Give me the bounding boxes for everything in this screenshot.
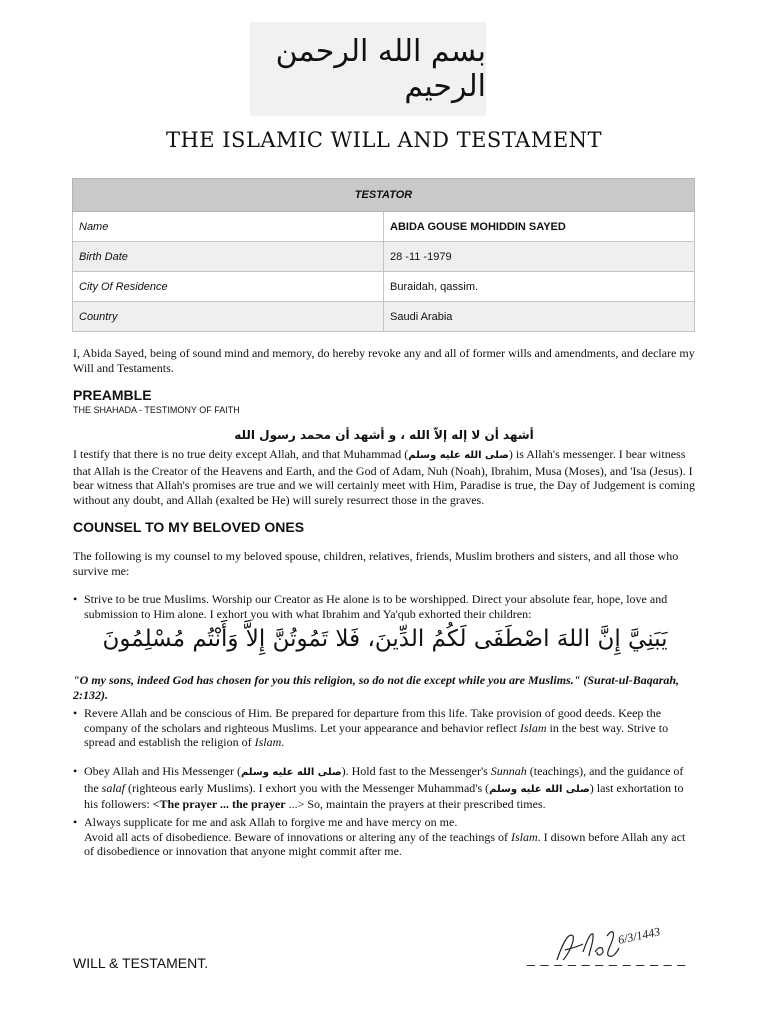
table-row bbox=[73, 242, 695, 272]
table-row bbox=[73, 272, 695, 302]
bullet-dot: • bbox=[73, 764, 78, 778]
islam-term: Islam bbox=[510, 829, 538, 844]
country-label: Country bbox=[73, 302, 384, 332]
basmala-calligraphy bbox=[250, 22, 486, 116]
islam-term: Islam bbox=[519, 720, 547, 735]
list-item bbox=[73, 706, 693, 750]
counsel-heading: COUNSEL TO MY BELOVED ONES bbox=[73, 519, 305, 535]
birth-date-label: Birth Date bbox=[73, 242, 384, 272]
document-title: THE ISLAMIC WILL AND TESTAMENT bbox=[165, 128, 603, 152]
islam-term: Islam bbox=[254, 735, 282, 749]
bullet-text: Strive to be true Muslims. Worship our Creator as He alone is to be worshipped. Direct your absolute fear, hope, love and submission to Him alone. I exhort you with what Ibrahim and Ya'qub exhorted their children: bbox=[84, 592, 668, 621]
table-row bbox=[73, 212, 695, 242]
salawat-arabic: صلى الله عليه وسلم bbox=[240, 767, 342, 778]
bullet-text: (righteous early Muslims). I exhort you with the Messenger Muhammad's ( bbox=[125, 780, 490, 795]
signature-line: _ _ _ _ _ _ _ _ _ _ _ _ bbox=[527, 950, 687, 966]
testator-table bbox=[72, 178, 695, 332]
city-value: Buraidah, qassim. bbox=[384, 272, 695, 302]
bullet-dot: • bbox=[73, 706, 78, 720]
bullet-text: ) last exhortation to his followers: bbox=[84, 780, 684, 811]
prayer-quote: <The prayer ... the prayer bbox=[152, 797, 286, 811]
bullet-text: (teachings), and the guidance of the bbox=[84, 764, 684, 795]
signature-date: 6/3/1443 bbox=[616, 924, 662, 947]
salawat-arabic: صلى الله عليه وسلم bbox=[489, 783, 590, 795]
country-value: Saudi Arabia bbox=[384, 302, 695, 332]
counsel-intro: The following is my counsel to my beloved spouse, children, relatives, friends, Muslim brothers and sisters, and all those who survive me: bbox=[73, 549, 679, 578]
list-item bbox=[73, 592, 693, 621]
list-item bbox=[73, 815, 693, 859]
preamble-subheading: THE SHAHADA - TESTIMONY OF FAITH bbox=[73, 405, 240, 415]
footer-label: WILL & TESTAMENT. bbox=[73, 955, 209, 971]
shahada-text-1: I testify that there is no true deity except Allah, and that Muhammad ( bbox=[73, 447, 409, 461]
name-value: ABIDA GOUSE MOHIDDIN SAYED bbox=[384, 212, 695, 242]
bullet-text: Always supplicate for me and ask Allah to forgive me and have mercy on me. bbox=[84, 815, 458, 829]
verse-translation: "O my sons, indeed God has chosen for you this religion, so do not die except while you are Muslims." (Surat-ul-Baqarah, 2:132). bbox=[73, 673, 680, 702]
bullet-text: . I disown before Allah any act of disobedience or innovation that anyone might commit after me. bbox=[84, 829, 686, 858]
bullet-text: Obey Allah and His Messenger ( bbox=[84, 764, 241, 778]
bullet-text: . bbox=[281, 735, 285, 749]
birth-date-value: 28 -11 -1979 bbox=[384, 242, 695, 272]
name-label: Name bbox=[73, 212, 384, 242]
bullet-text: ). Hold fast to the Messenger's bbox=[341, 764, 491, 778]
testator-heading: TESTATOR bbox=[73, 179, 695, 212]
shahada-arabic: أشهد أن لا إله إلاّ الله ، و أشهد أن محمد رسول الله bbox=[234, 428, 534, 442]
bullet-dot: • bbox=[73, 815, 78, 829]
table-row bbox=[73, 302, 695, 332]
bullet-text: in the best way. Strive to spread and establish the religion of bbox=[84, 720, 669, 749]
city-label: City Of Residence bbox=[73, 272, 384, 302]
sunnah-term: Sunnah bbox=[490, 764, 527, 778]
list-item bbox=[73, 764, 693, 812]
shahada-text-2: ) is Allah's messenger. I bear witness that Allah is the Creator of the Heavens and Earth, and the God of Adam, Nuh (Noah), Ibrahim, Musa (Moses), and 'Isa (Jesus). I bear witness that Allah's promises are true and we will certainly meet with Him, Paradise is true, the Day of Judgement is coming without any doubt, and Allah (exalted be He) will surely resurrect those in the graves. bbox=[73, 447, 696, 507]
basmala-text: بسم الله الرحمن الرحيم bbox=[275, 34, 486, 104]
bullet-dot: • bbox=[73, 592, 78, 606]
bullet-text: Avoid all acts of disobedience. Beware of innovations or altering any of the teachings of bbox=[84, 829, 511, 844]
quran-verse-arabic: يَبَنِيَّ إِنَّ اللهَ اصْطَفَى لَكُمُ الدِّينَ، فَلا تَمُوتُنَّ إِلاَّ وَأَنْتُم مُسْلِمُونَ bbox=[102, 626, 668, 652]
shahada-paragraph bbox=[73, 447, 695, 507]
intro-paragraph: I, Abida Sayed, being of sound mind and memory, do hereby revoke any and all of former wills and amendments, and declare my Will and Testaments. bbox=[73, 346, 695, 375]
bullet-text: Revere Allah and be conscious of Him. Be prepared for departure from this life. Take provision of good deeds. Keep the company of the scholars and righteous Muslims. Let your appearance and behavior reflect bbox=[84, 706, 662, 735]
salaf-term: salaf bbox=[101, 780, 126, 795]
preamble-heading: PREAMBLE bbox=[73, 387, 152, 403]
salawat-arabic: صلى الله عليه وسلم bbox=[408, 450, 509, 461]
bullet-text: ...> So, maintain the prayers at their prescribed times. bbox=[285, 797, 546, 811]
